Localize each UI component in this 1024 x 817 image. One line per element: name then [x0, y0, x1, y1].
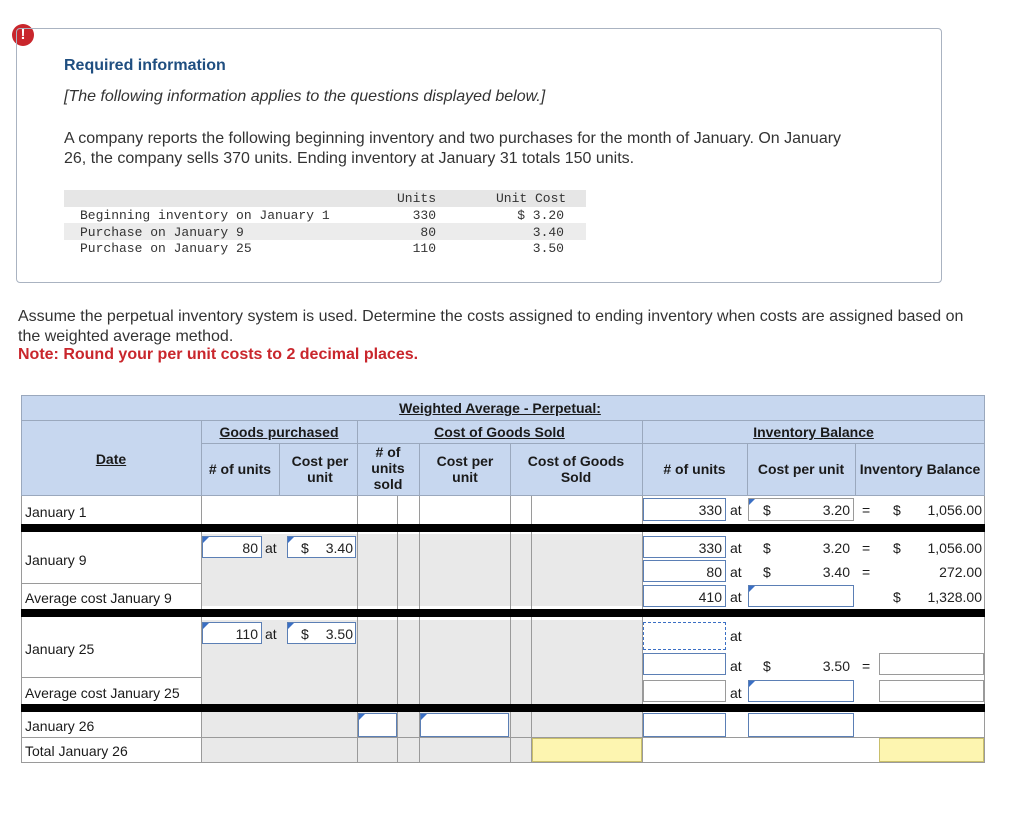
rounding-note: Note: Round your per unit costs to 2 decimal places. [18, 346, 419, 363]
row-label-january-9: January 9 [25, 552, 87, 568]
row-label-january-1: January 1 [25, 504, 87, 520]
balance-total-col-header: Inventory Balance [859, 461, 981, 477]
flag-icon [203, 537, 209, 543]
equals-sign: = [862, 540, 871, 556]
dollar-sign: $ [893, 502, 901, 518]
balance-cost-col-header: Cost per unit [757, 461, 845, 477]
avg25-units-input[interactable] [643, 680, 726, 702]
question-text: Assume the perpetual inventory system is used. Determine the costs assigned to ending inventory when costs are assigned based on the weighted average method. [18, 308, 964, 345]
avg25-total-input[interactable] [879, 680, 984, 702]
dollar-sign: $ [301, 540, 309, 556]
at-label: at [730, 589, 742, 605]
total-cogs-output [532, 738, 642, 762]
dollar-sign: $ [301, 626, 309, 642]
jan26-balance-cost-input[interactable] [748, 713, 854, 737]
jan9-purchase-units: 80 [242, 540, 258, 556]
row-label-average-january-9: Average cost January 9 [25, 590, 172, 606]
equals-sign: = [862, 658, 871, 674]
data-row-units: 110 [412, 241, 436, 256]
total-inventory-balance-output [879, 738, 984, 762]
flag-icon [288, 537, 294, 543]
unit-cost-col-header: Unit Cost [496, 191, 567, 206]
row-label-total-january-26: Total January 26 [25, 743, 128, 759]
data-row-cost: 3.40 [532, 225, 564, 240]
worksheet-title: Weighted Average - Perpetual: [399, 400, 601, 416]
data-row-label: Purchase on January 9 [80, 225, 244, 240]
avg9-cost-input[interactable] [748, 585, 854, 607]
dollar-sign: $ [893, 540, 901, 556]
jan9-balance-units-2: 80 [706, 564, 722, 580]
jan1-balance-units: 330 [698, 502, 722, 518]
at-label: at [730, 502, 742, 518]
flag-icon [203, 623, 209, 629]
jan1-balance-total: 1,056.00 [927, 502, 982, 518]
sold-units-col-header: # of units sold [371, 444, 405, 492]
row-separator [21, 609, 985, 617]
inventory-balance-header: Inventory Balance [753, 424, 874, 440]
row-label-january-26: January 26 [25, 718, 95, 734]
at-label: at [730, 658, 742, 674]
at-label: at [265, 626, 277, 642]
jan25-balance-total-2-input[interactable] [879, 653, 984, 675]
dollar-sign: $ [893, 589, 901, 605]
problem-paragraph: A company reports the following beginning inventory and two purchases for the month of January. On January 26, the company sells 370 units. Ending inventory at January 31 totals 150 units. [64, 130, 842, 167]
flag-icon [749, 681, 755, 687]
jan1-balance-cost: 3.20 [822, 502, 850, 518]
jan25-purchase-units: 110 [235, 626, 258, 642]
units-col-header: Units [397, 191, 437, 206]
jan26-balance-units-input[interactable] [643, 713, 726, 737]
data-row-units: 80 [420, 225, 436, 240]
goods-purchased-header: Goods purchased [219, 424, 339, 440]
row-separator [21, 524, 985, 532]
at-label: at [265, 540, 277, 556]
exclamation-icon: ! [12, 24, 34, 46]
jan26-sold-cost-input[interactable] [420, 713, 509, 737]
data-row-cost: 3.50 [532, 241, 564, 256]
avg9-total: 1,328.00 [927, 589, 982, 605]
balance-units-col-header: # of units [663, 461, 726, 477]
cogs-col-header: Cost of Goods Sold [527, 453, 625, 485]
at-label: at [730, 540, 742, 556]
jan25-balance-units-2-input[interactable] [643, 653, 726, 675]
row-label-average-january-25: Average cost January 25 [25, 685, 180, 701]
flag-icon [288, 623, 294, 629]
cogs-header: Cost of Goods Sold [434, 424, 565, 440]
at-label: at [730, 564, 742, 580]
jan9-balance-units-1: 330 [698, 540, 722, 556]
jan25-balance-units-1-input[interactable] [643, 622, 726, 650]
dollar-sign: $ [763, 502, 771, 518]
purchased-units-col-header: # of units [208, 461, 272, 477]
at-label: at [730, 628, 742, 644]
jan9-balance-total-1: 1,056.00 [927, 540, 982, 556]
row-separator [21, 704, 985, 712]
jan25-purchase-cost: 3.50 [325, 626, 353, 642]
avg25-cost-input[interactable] [748, 680, 854, 702]
data-row-units: 330 [412, 208, 436, 223]
data-row-label: Beginning inventory on January 1 [80, 208, 330, 223]
data-row-cost: $ 3.20 [517, 208, 564, 223]
date-col-header: Date [95, 451, 127, 467]
jan9-purchase-cost: 3.40 [325, 540, 353, 556]
equals-sign: = [862, 564, 871, 580]
flag-icon [359, 714, 365, 720]
equals-sign: = [862, 502, 871, 518]
dollar-sign: $ [763, 564, 771, 580]
avg9-units: 410 [698, 589, 722, 605]
jan9-balance-cost-1: 3.20 [822, 540, 850, 556]
jan25-balance-cost-2: 3.50 [822, 658, 850, 674]
flag-icon [749, 586, 755, 592]
flag-icon [749, 499, 755, 505]
flag-icon [421, 714, 427, 720]
dollar-sign: $ [763, 540, 771, 556]
sold-cost-col-header: Cost per unit [436, 453, 494, 485]
jan9-balance-cost-2: 3.40 [822, 564, 850, 580]
dollar-sign: $ [763, 658, 771, 674]
required-info-subheading: [The following information applies to the questions displayed below.] [64, 88, 546, 105]
row-label-january-25: January 25 [25, 641, 95, 657]
required-info-heading: Required information [64, 57, 226, 74]
purchased-cost-col-header: Cost per unit [291, 453, 349, 485]
data-row-label: Purchase on January 25 [80, 241, 252, 256]
jan9-balance-total-2: 272.00 [939, 564, 982, 580]
at-label: at [730, 685, 742, 701]
